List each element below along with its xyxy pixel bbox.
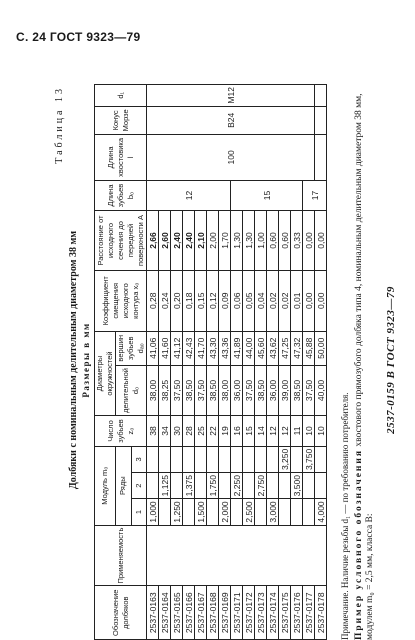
cell-designation: 2537-0177	[303, 586, 315, 640]
cell-x0: 0,00	[315, 270, 327, 331]
cell-a: 2,40	[183, 211, 195, 270]
cell-m1	[303, 499, 315, 525]
cell-da0: 43,36	[219, 331, 231, 365]
table-row	[147, 85, 159, 640]
cell-designation: 2537-0176	[291, 586, 303, 640]
cell-m3	[291, 446, 303, 472]
cell-a: 1,30	[243, 211, 255, 270]
cell-d0: 37,50	[171, 365, 183, 416]
cell-x0: 0,18	[183, 270, 195, 331]
cell-da0: 44,00	[243, 331, 255, 365]
cell-d1-empty	[315, 85, 327, 107]
cell-x0: 0,02	[279, 270, 291, 331]
cell-designation: 2537-0163	[147, 586, 159, 640]
table-number: Таблица 13	[54, 86, 65, 164]
cell-d0: 37,50	[303, 365, 315, 416]
data-table	[94, 84, 327, 640]
cell-da0: 47,32	[291, 331, 303, 365]
cell-z: 38	[147, 416, 159, 447]
cell-m3	[267, 446, 279, 472]
cell-m2	[147, 473, 159, 499]
cell-designation: 2537-0171	[231, 586, 243, 640]
col-row1: 1	[131, 499, 147, 525]
cell-z: 10	[303, 416, 315, 447]
col-application: Применяемость	[95, 525, 147, 586]
col-distance: Расстояние от исходного сечения до передней поверхности A	[95, 211, 147, 270]
col-rows: Ряды	[116, 446, 132, 525]
cell-m2	[279, 473, 291, 499]
cell-l-empty	[315, 135, 327, 181]
example-lead: Пример условного обозначения	[354, 449, 364, 640]
col-diameters: Диаметры окружностей	[95, 331, 116, 415]
cell-d0: 40,00	[315, 365, 327, 416]
cell-a: 1,30	[231, 211, 243, 270]
cell-designation: 2537-0169	[219, 586, 231, 640]
cell-l: 100	[147, 135, 315, 181]
cell-z: 28	[183, 416, 195, 447]
cell-designation: 2537-0165	[171, 586, 183, 640]
cell-m3: 3,250	[279, 446, 291, 472]
cell-da0: 43,62	[267, 331, 279, 365]
cell-m1	[255, 499, 267, 525]
table-note: Примечание. Наличие резьбы d₁ — по требованию потребителя.	[340, 392, 350, 640]
cell-b: 17	[303, 180, 327, 211]
cell-m3	[255, 446, 267, 472]
col-module: Модуль m₀	[95, 446, 116, 525]
col-l: Длина хвостовика l	[95, 135, 147, 181]
cell-x0: 0,15	[195, 270, 207, 331]
cell-d0: 36,00	[231, 365, 243, 416]
cell-morse-empty	[315, 106, 327, 134]
cell-m1: 2,000	[219, 499, 231, 525]
cell-m1	[291, 499, 303, 525]
cell-da0: 41,89	[231, 331, 243, 365]
cell-x0: 0,12	[207, 270, 219, 331]
cell-da0: 41,06	[147, 331, 159, 365]
cell-x0: 0,09	[219, 270, 231, 331]
cell-b: 12	[147, 180, 231, 211]
cell-m2	[195, 473, 207, 499]
cell-m3	[243, 446, 255, 472]
cell-m3	[219, 446, 231, 472]
cell-da0: 45,88	[303, 331, 315, 365]
cell-m1	[207, 499, 219, 525]
cell-d0: 39,00	[279, 365, 291, 416]
cell-x0: 0,00	[303, 270, 315, 331]
cell-d1: M12	[147, 85, 315, 107]
cell-a: 0,00	[303, 211, 315, 270]
cell-m2: 1,375	[183, 473, 195, 499]
page-header: С. 24 ГОСТ 9323—79	[16, 30, 140, 44]
cell-m3	[207, 446, 219, 472]
col-row2: 2	[131, 473, 147, 499]
cell-designation: 2537-0167	[195, 586, 207, 640]
col-d1: d₁	[95, 85, 147, 107]
cell-z: 12	[279, 416, 291, 447]
cell-a: 2,40	[171, 211, 183, 270]
cell-da0: 41,12	[171, 331, 183, 365]
cell-z: 11	[291, 416, 303, 447]
cell-m1: 4,000	[315, 499, 327, 525]
cell-da0: 41,60	[159, 331, 171, 365]
cell-a: 2,66	[147, 211, 159, 270]
cell-m2: 3,500	[291, 473, 303, 499]
cell-x0: 0,02	[267, 270, 279, 331]
cell-a: 0,00	[315, 211, 327, 270]
cell-m1	[279, 499, 291, 525]
cell-z: 19	[219, 416, 231, 447]
cell-a: 1,70	[219, 211, 231, 270]
cell-designation: 2537-0174	[267, 586, 279, 640]
cell-m2	[303, 473, 315, 499]
cell-m2: 2,750	[255, 473, 267, 499]
cell-x0: 0,06	[231, 270, 243, 331]
cell-z: 30	[171, 416, 183, 447]
example-code: 2537-0159 В ГОСТ 9323—79	[385, 80, 397, 640]
cell-a: 0,33	[291, 211, 303, 270]
cell-application	[147, 525, 327, 586]
cell-da0: 45,60	[255, 331, 267, 365]
cell-d0: 36,00	[267, 365, 279, 416]
table-subcaption: Размеры в мм	[81, 80, 91, 640]
cell-m1: 1,500	[195, 499, 207, 525]
cell-a: 1,00	[255, 211, 267, 270]
cell-a: 2,10	[195, 211, 207, 270]
cell-x0: 0,04	[255, 270, 267, 331]
cell-a: 2,00	[207, 211, 219, 270]
cell-x0: 0,01	[291, 270, 303, 331]
cell-designation: 2537-0168	[207, 586, 219, 640]
cell-m1	[231, 499, 243, 525]
cell-designation: 2537-0172	[243, 586, 255, 640]
cell-a: 0,60	[279, 211, 291, 270]
cell-da0: 50,00	[315, 331, 327, 365]
cell-d0: 38,25	[159, 365, 171, 416]
example-text: хвостового прямозубого долбяка типа 4, номинальным делительным диаметром 38 мм, модулем m₀ = 2,5 мм, класса В:	[354, 94, 375, 640]
cell-m3	[183, 446, 195, 472]
cell-da0: 42,43	[183, 331, 195, 365]
cell-da0: 43,30	[207, 331, 219, 365]
cell-z: 34	[159, 416, 171, 447]
cell-z: 25	[195, 416, 207, 447]
col-x0: Коэффициент смещения исходного контура x₀	[95, 270, 147, 331]
cell-m3	[171, 446, 183, 472]
cell-x0: 0,05	[243, 270, 255, 331]
cell-d0: 37,50	[243, 365, 255, 416]
cell-d0: 37,50	[195, 365, 207, 416]
cell-m2	[315, 473, 327, 499]
cell-m1	[183, 499, 195, 525]
cell-da0: 41,70	[195, 331, 207, 365]
cell-m1: 2,500	[243, 499, 255, 525]
cell-a: 0,60	[267, 211, 279, 270]
cell-d0: 38,50	[207, 365, 219, 416]
cell-designation: 2537-0164	[159, 586, 171, 640]
cell-x0: 0,20	[171, 270, 183, 331]
cell-x0: 0,24	[159, 270, 171, 331]
cell-m3	[159, 446, 171, 472]
cell-a: 2,60	[159, 211, 171, 270]
cell-m3	[147, 446, 159, 472]
cell-b: 15	[231, 180, 303, 211]
cell-designation: 2537-0178	[315, 586, 327, 640]
cell-d0: 38,50	[291, 365, 303, 416]
col-row3: 3	[131, 446, 147, 472]
cell-m3	[315, 446, 327, 472]
col-b: Длина зубьев b₀	[95, 180, 147, 211]
col-morse: Конус Морзе	[95, 106, 147, 134]
cell-m2: 1,125	[159, 473, 171, 499]
cell-da0: 47,25	[279, 331, 291, 365]
cell-morse: B24	[147, 106, 315, 134]
cell-m3: 3,750	[303, 446, 315, 472]
cell-designation: 2537-0166	[183, 586, 195, 640]
example-paragraph	[354, 84, 376, 640]
cell-m1: 1,250	[171, 499, 183, 525]
cell-z: 10	[315, 416, 327, 447]
col-z: Число зубьев z₀	[95, 416, 147, 447]
cell-d0: 38,50	[183, 365, 195, 416]
col-designation: Обозначение долбяков	[95, 586, 147, 640]
cell-m2	[219, 473, 231, 499]
cell-m3	[195, 446, 207, 472]
col-da0: вершин зубьев dₐ₀	[116, 331, 147, 365]
cell-z: 16	[231, 416, 243, 447]
cell-m2: 1,750	[207, 473, 219, 499]
cell-x0: 0,28	[147, 270, 159, 331]
cell-designation: 2537-0173	[255, 586, 267, 640]
cell-m3	[231, 446, 243, 472]
table-caption: Долбяки с номинальным делительным диаметром 38 мм	[68, 80, 79, 640]
cell-m1	[159, 499, 171, 525]
cell-z: 22	[207, 416, 219, 447]
cell-designation: 2537-0175	[279, 586, 291, 640]
cell-m1: 3,000	[267, 499, 279, 525]
cell-m1: 1,000	[147, 499, 159, 525]
cell-m2	[267, 473, 279, 499]
cell-d0: 38,00	[219, 365, 231, 416]
cell-m2	[171, 473, 183, 499]
rotated-page	[52, 80, 402, 640]
cell-m2	[243, 473, 255, 499]
cell-z: 12	[267, 416, 279, 447]
cell-d0: 38,50	[255, 365, 267, 416]
col-d0: делительной d₀	[116, 365, 147, 416]
cell-m2: 2,250	[231, 473, 243, 499]
cell-z: 14	[255, 416, 267, 447]
cell-z: 15	[243, 416, 255, 447]
cell-d0: 38,00	[147, 365, 159, 416]
